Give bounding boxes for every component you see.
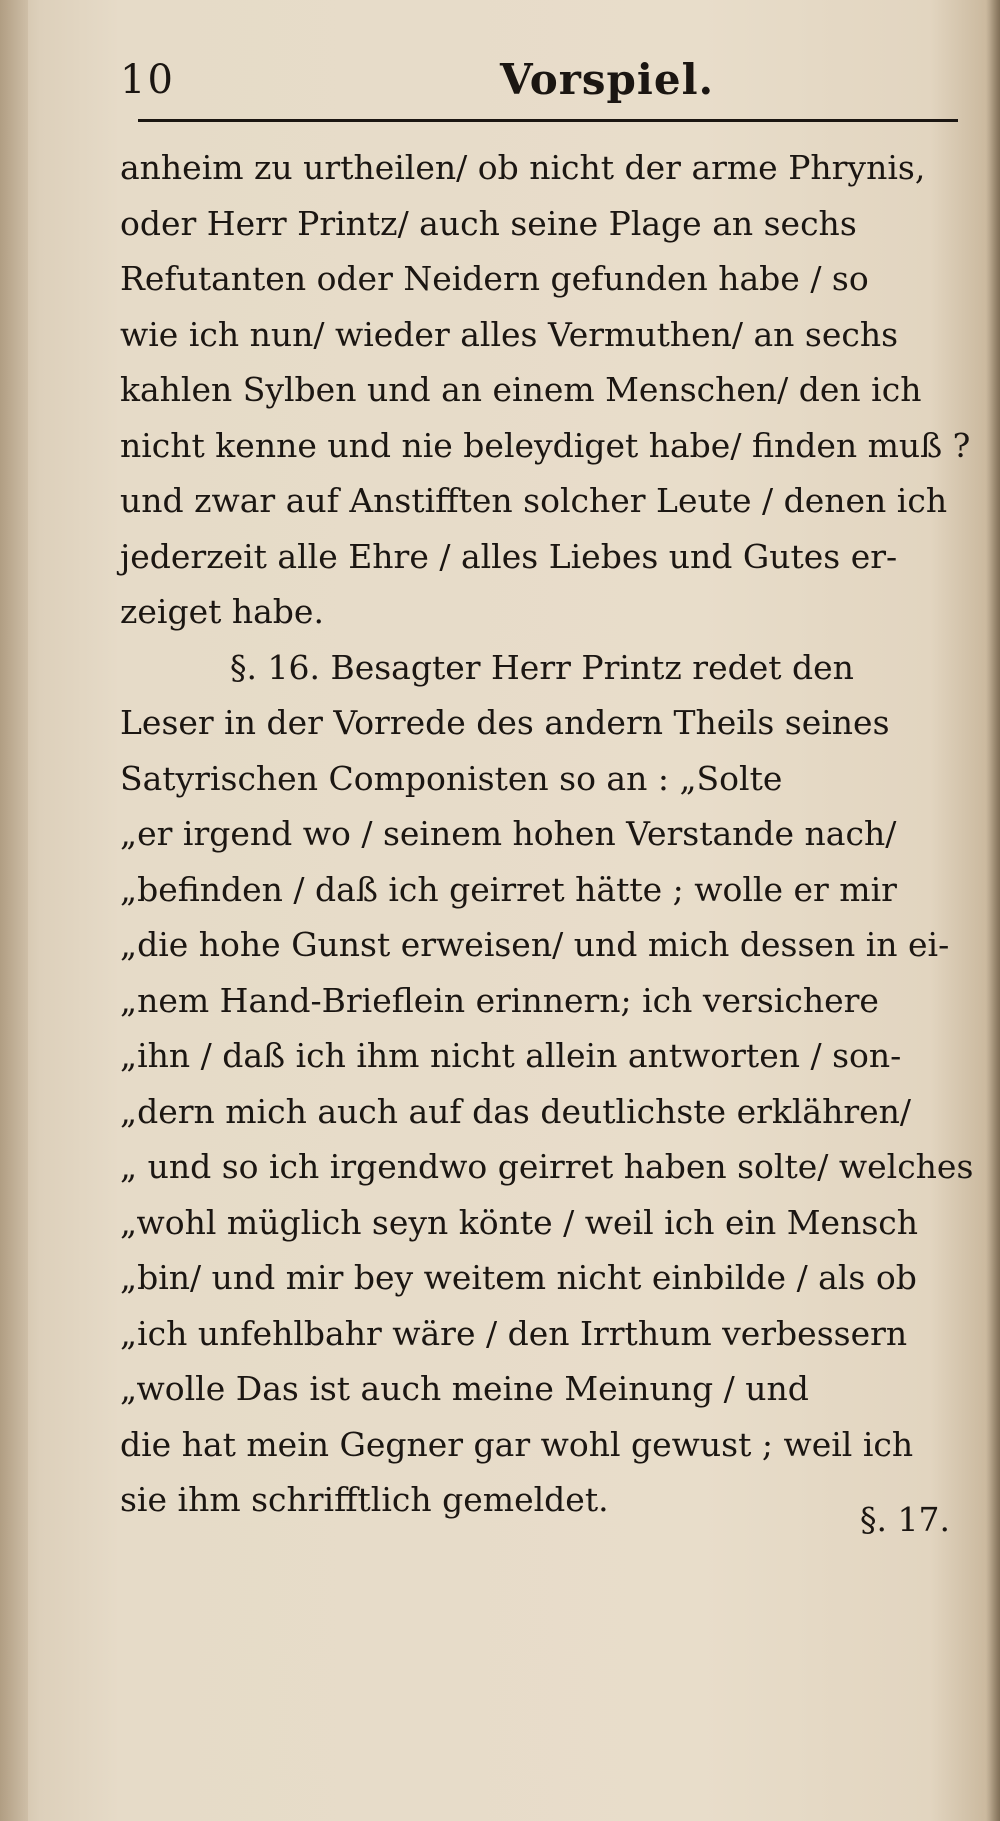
quote-line: „nem Hand-Brieflein erinnern; ich versichere — [120, 980, 879, 1020]
text-line: Leser in der Vorrede des andern Theils seines — [120, 703, 890, 742]
text-line: nicht kenne und nie beleydiget habe/ finden muß ? — [120, 425, 971, 465]
text-line: anheim zu urtheilen/ ob nicht der arme Phrynis, — [120, 148, 926, 187]
quote-line: „die hohe Gunst erweisen/ und mich dessen in ei- — [120, 925, 950, 964]
text-line: oder Herr Printz/ auch seine Plage an sechs — [120, 203, 857, 243]
text-line: wie ich nun/ wieder alles Vermuthen/ an sechs — [120, 314, 899, 354]
text-line: sie ihm schrifftlich gemeldet. — [120, 1480, 609, 1519]
text-line: zeiget habe. — [120, 592, 324, 631]
page-header — [120, 50, 960, 110]
section-heading-line: §. 16. Besagter Herr Printz redet den — [230, 647, 854, 687]
quote-line: „wolle Das ist auch meine Meinung / und — [120, 1369, 809, 1408]
text-line: Satyrischen Componisten so an : „Solte — [120, 758, 783, 798]
quote-line: „ich unfehlbahr wäre / den Irrthum verbessern — [120, 1313, 908, 1353]
quote-line: „ihn / daß ich ihm nicht allein antworten / son- — [120, 1036, 902, 1075]
text-line: und zwar auf Anstifften solcher Leute / denen ich — [120, 481, 948, 520]
page-number: 10 — [120, 57, 175, 103]
text-line: die hat mein Gegner gar wohl gewust ; weil ich — [120, 1424, 914, 1464]
quote-line: „ und so ich irgendwo geirret haben solte/ welches — [120, 1147, 974, 1186]
text-line: kahlen Sylben und an einem Menschen/ den ich — [120, 370, 922, 409]
quote-line: „wohl müglich seyn könte / weil ich ein Mensch — [120, 1202, 919, 1242]
text-line: Refutanten oder Neidern gefunden habe / so — [120, 259, 869, 298]
running-head: Vorspiel. — [500, 55, 715, 104]
header-rule — [138, 119, 958, 122]
quote-line: „er irgend wo / seinem hohen Verstande nach/ — [120, 814, 897, 853]
quote-line: „dern mich auch auf das deutlichste erklähren/ — [120, 1091, 912, 1131]
body-text — [120, 140, 980, 1528]
quote-line: „bin/ und mir bey weitem nicht einbilde / als ob — [120, 1258, 917, 1297]
quote-line: „befinden / daß ich geirret hätte ; wolle er mir — [120, 869, 897, 909]
text-line: jederzeit alle Ehre / alles Liebes und Gutes er- — [120, 536, 898, 576]
catchword: §. 17. — [860, 1500, 950, 1539]
